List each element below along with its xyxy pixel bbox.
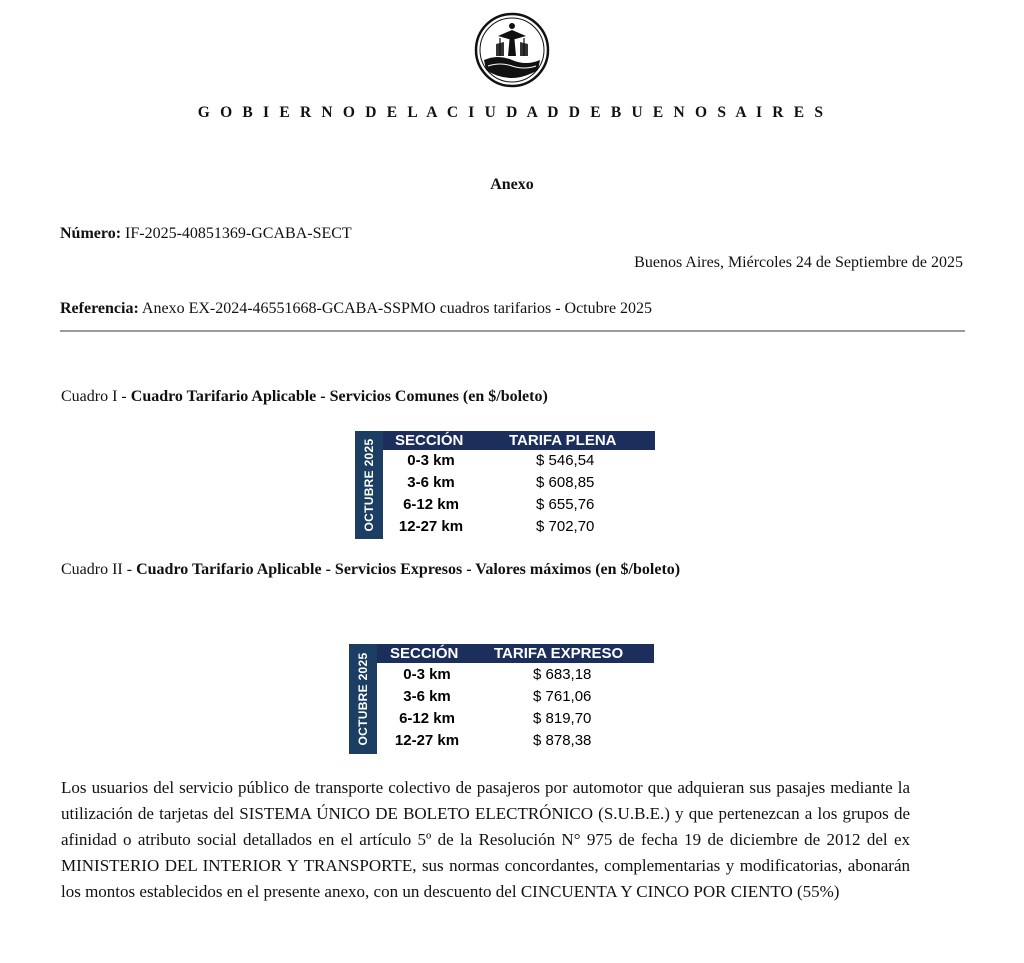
col-seccion: SECCIÓN bbox=[395, 432, 464, 449]
table-side-label: OCTUBRE 2025 bbox=[349, 644, 377, 754]
divider bbox=[60, 330, 965, 332]
date: Miércoles 24 de Septiembre de 2025 bbox=[727, 254, 963, 271]
table-row bbox=[377, 664, 654, 686]
table-header bbox=[383, 431, 655, 450]
row-seccion: 3-6 km bbox=[407, 474, 455, 491]
document-reference bbox=[60, 300, 652, 318]
document-date bbox=[634, 254, 963, 272]
row-tarifa: $ 608,85 bbox=[536, 474, 595, 491]
cuadro-2-caption bbox=[61, 561, 680, 579]
referencia-value: Anexo EX-2024-46551668-GCABA-SSPMO cuadros tarifarios - Octubre 2025 bbox=[141, 300, 653, 317]
government-header: G O B I E R N O D E L A C I U D A D D E B U E N O S A I R E S bbox=[197, 104, 827, 121]
table-row bbox=[383, 472, 655, 494]
table-header bbox=[377, 644, 654, 663]
row-tarifa: $ 546,54 bbox=[536, 452, 595, 469]
row-tarifa: $ 683,18 bbox=[533, 666, 592, 683]
row-tarifa: $ 702,70 bbox=[536, 518, 595, 535]
cuadro-1-title: Cuadro Tarifario Aplicable - Servicios Comunes (en $/boleto) bbox=[130, 388, 548, 405]
row-seccion: 12-27 km bbox=[398, 518, 464, 535]
row-tarifa: $ 761,06 bbox=[533, 688, 592, 705]
tariff-table-comunes bbox=[355, 431, 655, 539]
tariff-table-expresos bbox=[349, 644, 654, 754]
cuadro-1-caption bbox=[61, 388, 548, 406]
row-seccion: 12-27 km bbox=[394, 732, 460, 749]
col-seccion: SECCIÓN bbox=[390, 645, 459, 662]
cuadro-2-prefix: Cuadro II - bbox=[61, 561, 137, 578]
body-paragraph: Los usuarios del servicio público de transporte colectivo de pasajeros por automotor que adquieran sus pasajes mediante la utilización de tarjetas del SISTEMA ÚNICO DE BOLETO ELECTRÓNICO (S.U.B.E.) y que pertenezcan a los grupos de afinidad o atributo social detallados en el artículo 5º de la Resolución N° 975 de fecha 19 de diciembre de 2012 del ex MINISTERIO DEL INTERIOR Y TRANSPORTE, sus normas concordantes, complementarias y modificatorias, abonarán los montos establecidos en el presente anexo, con un descuento del CINCUENTA Y CINCO POR CIENTO (55%) bbox=[61, 778, 910, 901]
cuadro-2-title: Cuadro Tarifario Aplicable - Servicios Expresos - Valores máximos (en $/boleto) bbox=[136, 561, 681, 578]
table-row bbox=[377, 686, 654, 708]
table-row bbox=[377, 708, 654, 730]
row-seccion: 6-12 km bbox=[403, 496, 459, 513]
row-tarifa: $ 655,76 bbox=[536, 496, 595, 513]
document-number bbox=[60, 225, 352, 243]
row-seccion: 0-3 km bbox=[403, 666, 451, 683]
row-tarifa: $ 819,70 bbox=[533, 710, 592, 727]
row-seccion: 6-12 km bbox=[399, 710, 455, 727]
table-row bbox=[383, 494, 655, 516]
place: Buenos Aires, bbox=[634, 254, 724, 271]
numero-value: IF-2025-40851369-GCABA-SECT bbox=[125, 225, 352, 242]
table-row bbox=[383, 450, 655, 472]
table-row bbox=[377, 730, 654, 752]
row-seccion: 0-3 km bbox=[407, 452, 455, 469]
numero-label: Número: bbox=[60, 225, 122, 242]
cuadro-1-prefix: Cuadro I - bbox=[61, 388, 131, 405]
referencia-label: Referencia: bbox=[60, 300, 139, 317]
city-seal-logo bbox=[474, 12, 550, 88]
table-side-label: OCTUBRE 2025 bbox=[355, 431, 383, 539]
table-row bbox=[383, 516, 655, 538]
col-tarifa: TARIFA PLENA bbox=[509, 432, 617, 449]
row-tarifa: $ 878,38 bbox=[533, 732, 592, 749]
col-tarifa: TARIFA EXPRESO bbox=[494, 645, 624, 662]
document-title: Anexo bbox=[490, 176, 534, 193]
row-seccion: 3-6 km bbox=[403, 688, 451, 705]
